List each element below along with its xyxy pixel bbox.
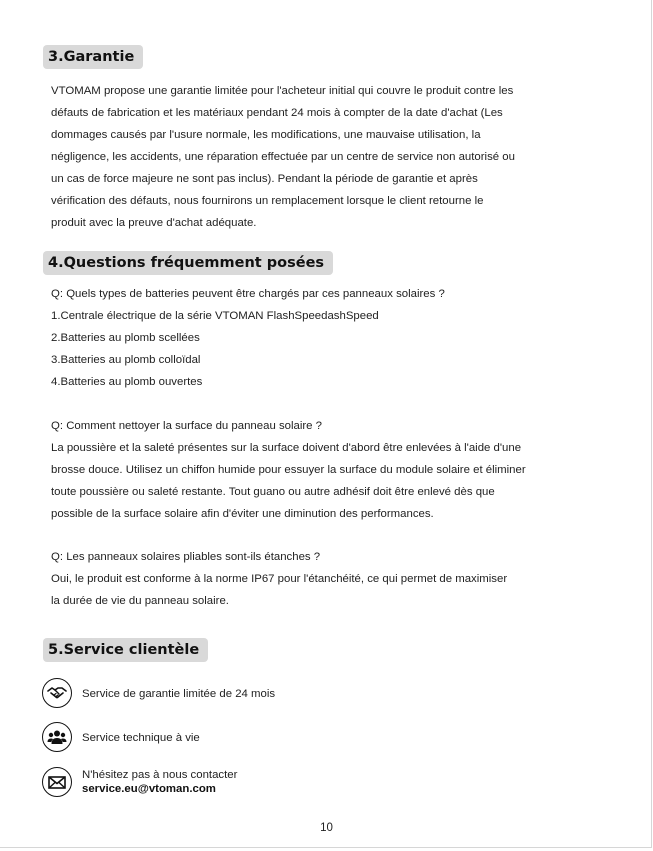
faq-answer-line: la durée de vie du panneau solaire. xyxy=(51,595,229,607)
garantie-line: VTOMAM propose une garantie limitée pour l'acheteur initial qui couvre le produit contre les xyxy=(51,85,514,97)
service-item-technical xyxy=(42,722,442,754)
garantie-line: vérification des défauts, nous fournirons un remplacement lorsque le client retourne le xyxy=(51,195,484,207)
faq-answer-item: 4.Batteries au plomb ouvertes xyxy=(51,376,203,388)
faq-q3-block xyxy=(51,546,613,612)
contact-email-link[interactable]: service.eu@vtoman.com xyxy=(82,783,216,795)
faq-question: Q: Les panneaux solaires pliables sont-ils étanches ? xyxy=(51,551,321,563)
faq-answer-item: 3.Batteries au plomb colloïdal xyxy=(51,354,201,366)
section-heading-faq: 4.Questions fréquemment posées xyxy=(43,251,333,275)
garantie-line: négligence, les accidents, une réparation effectuée par un centre de service non autorisé ou xyxy=(51,151,515,163)
service-item-contact xyxy=(42,767,442,799)
section-heading-garantie: 3.Garantie xyxy=(43,45,143,69)
faq-answer-item: 1.Centrale électrique de la série VTOMAN FlashSpeedashSpeed xyxy=(51,310,379,322)
page-number: 10 xyxy=(320,822,333,834)
service-item-text: N'hésitez pas à nous contacter xyxy=(82,769,238,781)
garantie-line: un cas de force majeure ne sont pas inclus). Pendant la période de garantie et après xyxy=(51,173,478,185)
faq-answer-line: La poussière et la saleté présentes sur la surface doivent d'abord être enlevées à l'aide d'une xyxy=(51,442,522,454)
faq-answer-line: brosse douce. Utilisez un chiffon humide pour essuyer la surface du module solaire et éliminer xyxy=(51,464,526,476)
faq-answer-line: toute poussière ou saleté restante. Tout guano ou autre adhésif doit être enlevé dès que xyxy=(51,486,495,498)
garantie-line: dommages causés par l'usure normale, les modifications, une mauvaise utilisation, la xyxy=(51,129,481,141)
service-item-warranty xyxy=(42,678,442,710)
faq-q1-block xyxy=(51,283,613,393)
faq-q2-block xyxy=(51,415,613,525)
garantie-paragraph xyxy=(51,80,613,234)
faq-answer-line: Oui, le produit est conforme à la norme IP67 pour l'étanchéité, ce qui permet de maximiser xyxy=(51,573,508,585)
users-icon xyxy=(42,722,72,752)
service-item-text: Service de garantie limitée de 24 mois xyxy=(82,688,276,700)
faq-question: Q: Quels types de batteries peuvent être chargés par ces panneaux solaires ? xyxy=(51,288,445,300)
section-heading-service: 5.Service clientèle xyxy=(43,638,208,662)
garantie-line: produit avec la preuve d'achat adéquate. xyxy=(51,217,257,229)
handshake-icon xyxy=(42,678,72,708)
service-item-text: Service technique à vie xyxy=(82,732,200,744)
envelope-icon xyxy=(42,767,72,797)
garantie-line: défauts de fabrication et les matériaux pendant 24 mois à compter de la date d'achat (Les xyxy=(51,107,503,119)
faq-answer-line: possible de la surface solaire afin d'éviter une diminution des performances. xyxy=(51,508,434,520)
faq-question: Q: Comment nettoyer la surface du panneau solaire ? xyxy=(51,420,322,432)
faq-answer-item: 2.Batteries au plomb scellées xyxy=(51,332,200,344)
